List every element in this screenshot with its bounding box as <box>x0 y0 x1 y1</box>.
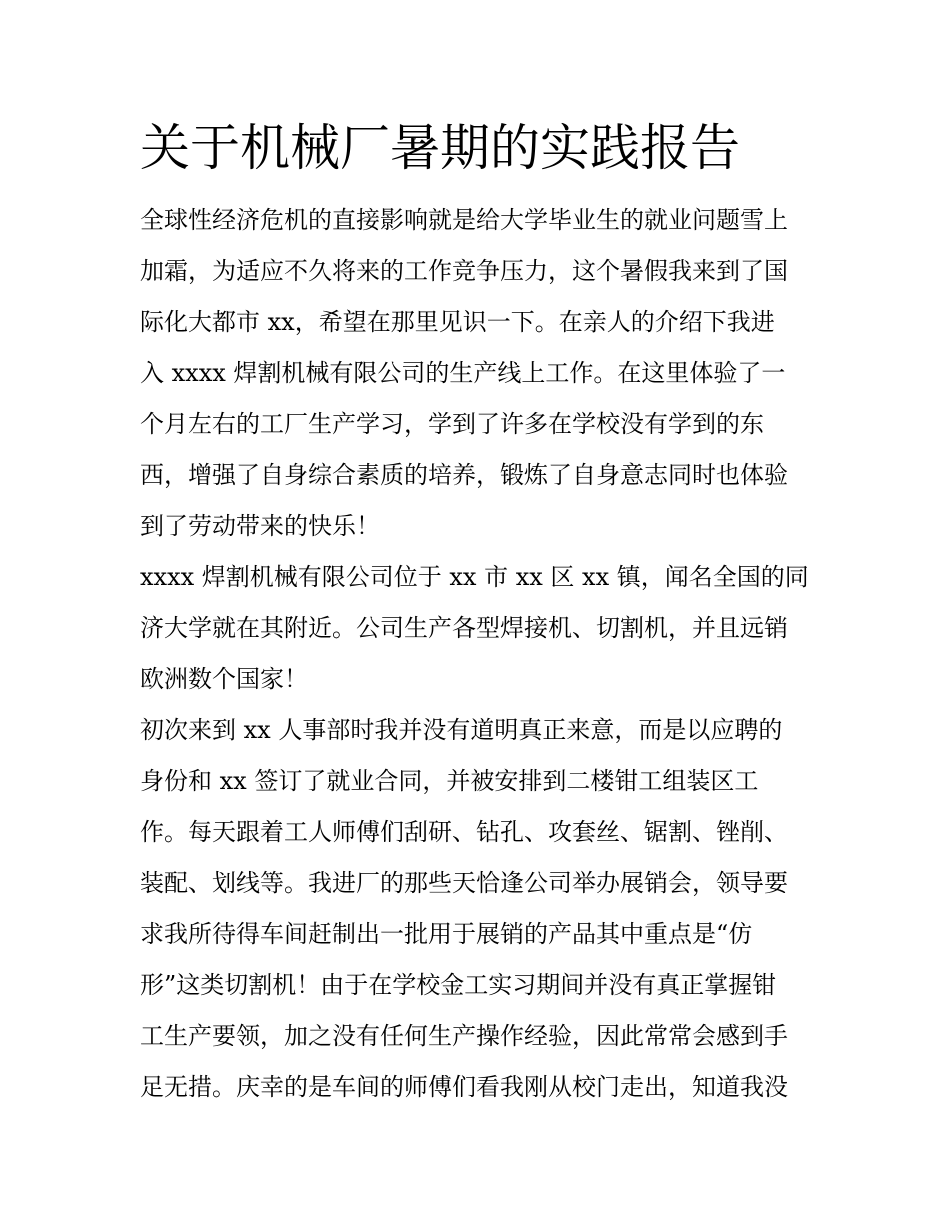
body-text-line: 西，增强了自身综合素质的培养，锻炼了自身意志同时也体验 <box>140 461 788 489</box>
body-text-line: 入 xxxx 焊割机械有限公司的生产线上工作。在这里体验了一 <box>140 359 786 387</box>
document-title: 关于机械厂暑期的实践报告 <box>140 119 740 177</box>
body-text-line: xxxx 焊割机械有限公司位于 xx 市 xx 区 xx 镇，闻名全国的同 <box>140 563 809 591</box>
body-text-line: 加霜，为适应不久将来的工作竞争压力，这个暑假我来到了国 <box>140 257 788 285</box>
body-text-line: 欧洲数个国家！ <box>140 665 308 693</box>
body-text-line: 装配、划线等。我进厂的那些天恰逢公司举办展销会，领导要 <box>140 869 788 897</box>
body-text-line: 个月左右的工厂生产学习，学到了许多在学校没有学到的东 <box>140 410 764 438</box>
body-text-line: 全球性经济危机的直接影响就是给大学毕业生的就业问题雪上 <box>140 206 788 234</box>
body-text-line: 工生产要领，加之没有任何生产操作经验，因此常常会感到手 <box>140 1022 788 1050</box>
body-text-line: 初次来到 xx 人事部时我并没有道明真正来意，而是以应聘的 <box>140 716 783 744</box>
body-text-line: 求我所待得车间赶制出一批用于展销的产品其中重点是“仿 <box>140 920 753 948</box>
body-text-line: 到了劳动带来的快乐！ <box>140 512 380 540</box>
body-text-line: 济大学就在其附近。公司生产各型焊接机、切割机，并且远销 <box>140 614 788 642</box>
body-text-line: 身份和 xx 签订了就业合同，并被安排到二楼钳工组装区工 <box>140 767 759 795</box>
body-text-line: 际化大都市 xx，希望在那里见识一下。在亲人的介绍下我进 <box>140 308 775 336</box>
body-text-line: 足无措。庆幸的是车间的师傅们看我刚从校门走出，知道我没 <box>140 1073 788 1101</box>
body-text-line: 作。每天跟着工人师傅们刮研、钻孔、攻套丝、锯割、锉削、 <box>140 818 788 846</box>
body-text-line: 形”这类切割机！由于在学校金工实习期间并没有真正掌握钳 <box>140 971 777 999</box>
